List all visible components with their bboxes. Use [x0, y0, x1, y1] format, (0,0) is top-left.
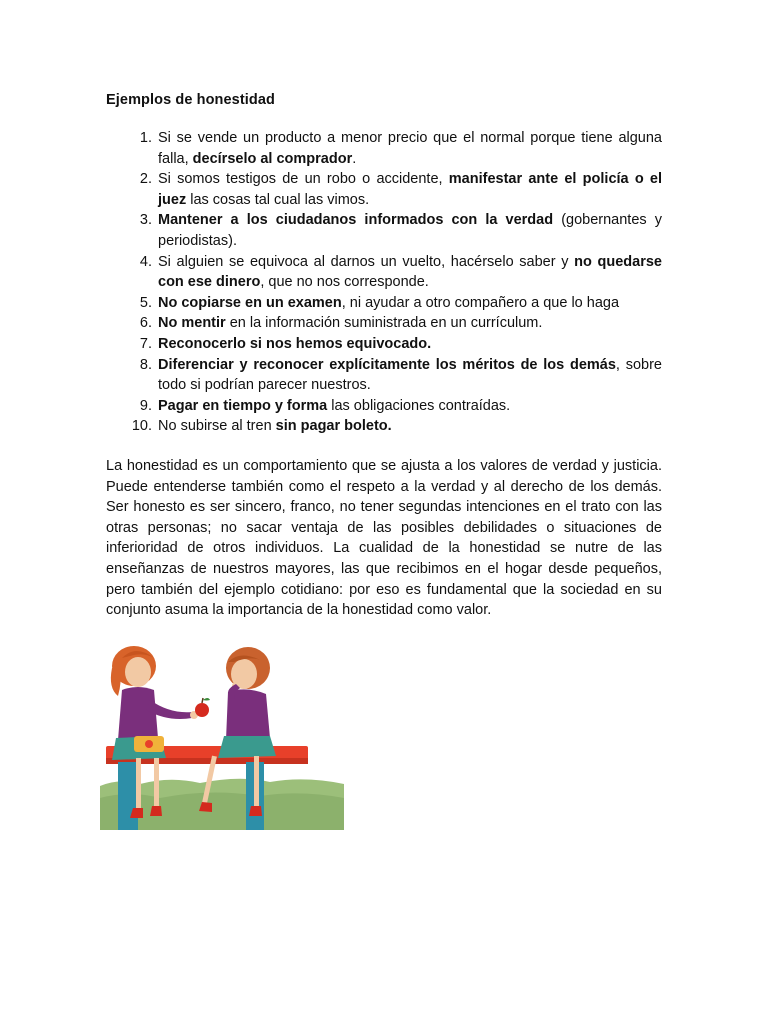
two-girls-bench-apple-icon	[100, 638, 344, 830]
list-item-segment: Si se vende un producto a menor precio que el normal porque tiene alguna falla,	[158, 130, 662, 167]
list-item-emphasis: no quedarse con ese dinero	[158, 253, 662, 291]
list-item-segment: Si alguien se equivoca al darnos un vuelto, hacérselo saber y	[158, 253, 575, 270]
list-item-text	[152, 293, 662, 314]
list-item	[106, 334, 662, 355]
list-item-emphasis: sin pagar boleto.	[275, 418, 392, 435]
list-item-segment: en la información suministrada en un currículum.	[225, 315, 543, 332]
honesty-paragraph: La honestidad es un comportamiento que se ajusta a los valores de verdad y justicia. Puede entenderse también como el respeto a la verdad y al derecho de los demás. Ser honesto es ser sincero, franco, no tener segundas intenciones en el trato con las otras personas; no sacar ventaja de las posibles debilidades o situaciones de inferioridad de otros individuos. La cualidad de la honestidad se nutre de las enseñanzas de nuestros mayores, las que recibimos en el hogar desde pequeños, pero también del ejemplo cotidiano: por eso es fundamental que la sociedad en su conjunto asuma la importancia de la honestidad como valor.	[106, 458, 662, 619]
list-item-text	[152, 334, 662, 355]
list-item-text	[152, 313, 662, 334]
list-item-emphasis: manifestar ante el policía o el juez	[158, 171, 663, 208]
document-title: Ejemplos de honestidad	[106, 92, 275, 108]
list-item-emphasis: Reconocerlo si nos hemos equivocado.	[158, 335, 432, 352]
list-item-number: 1.	[139, 130, 152, 146]
list-item-segment: (gobernantes y periodistas).	[158, 212, 662, 249]
list-item-text	[152, 355, 662, 396]
two-girls-bench-illustration	[100, 638, 344, 830]
list-item	[106, 416, 662, 437]
list-item-number: 8.	[139, 356, 152, 373]
list-item	[106, 169, 662, 210]
list-item	[106, 313, 662, 334]
list-item-number: 2.	[139, 171, 152, 188]
list-item	[106, 396, 662, 417]
list-item-text	[152, 169, 662, 210]
list-item-number: 7.	[139, 335, 152, 352]
list-item-segment: Si somos testigos de un robo o accidente,	[158, 171, 449, 188]
list-item-text	[152, 128, 662, 169]
list-item-emphasis: No mentir	[158, 315, 226, 332]
list-item-text	[152, 252, 662, 293]
list-item-text	[152, 396, 662, 417]
list-item-number: 3.	[139, 212, 152, 229]
list-item	[106, 210, 662, 251]
list-item-emphasis: No copiarse en un examen	[158, 294, 342, 311]
list-item-text	[152, 416, 662, 437]
list-item-number: 4.	[139, 253, 152, 270]
list-item-number: 5.	[139, 294, 152, 311]
list-item-number: 10.	[131, 418, 152, 435]
list-item-segment: las obligaciones contraídas.	[327, 397, 511, 414]
list-item-segment: las cosas tal cual las vimos.	[186, 191, 370, 208]
list-item	[106, 128, 662, 169]
list-item-emphasis: Pagar en tiempo y forma	[158, 397, 328, 414]
list-item	[106, 293, 662, 314]
list-item-number: 9.	[139, 397, 152, 414]
examples-list	[106, 128, 662, 437]
list-item-emphasis: Mantener a los ciudadanos informados con la verdad	[158, 212, 554, 229]
list-item-number: 6.	[139, 315, 152, 332]
list-item-emphasis: decírselo al comprador	[192, 150, 353, 167]
list-item-segment: No subirse al tren	[158, 418, 276, 435]
list-item-segment: , ni ayudar a otro compañero a que lo haga	[341, 294, 620, 311]
list-item-segment: .	[352, 150, 357, 167]
list-item-text	[152, 210, 662, 251]
list-item-emphasis: Diferenciar y reconocer explícitamente los méritos de los demás	[158, 356, 616, 373]
list-item-segment: , sobre todo si podrían parecer nuestros.	[158, 356, 662, 394]
list-item-segment: , que no nos corresponde.	[260, 274, 429, 291]
list-item	[106, 252, 662, 293]
list-item	[106, 355, 662, 396]
